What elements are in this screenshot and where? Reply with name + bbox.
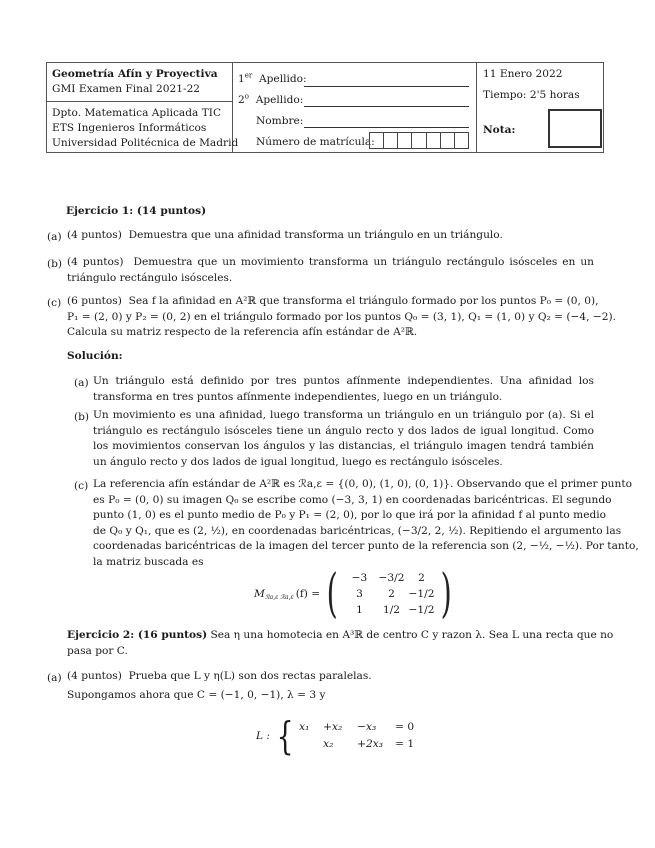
school: ETS Ingenieros Informáticos bbox=[52, 122, 207, 134]
system-cell: +x₂ bbox=[323, 721, 343, 733]
matrix-grid bbox=[342, 571, 436, 618]
university: Universidad Politécnica de Madrid bbox=[52, 137, 239, 149]
id-digit-box[interactable] bbox=[398, 133, 412, 148]
ex2-assumption: Supongamos ahora que C = (−1, 0, −1), λ = 3 y bbox=[67, 689, 326, 701]
solution-title: Solución: bbox=[67, 350, 123, 362]
second-surname-label: 2$^o$ Apellido: bbox=[238, 92, 304, 106]
name-label: Nombre: bbox=[256, 115, 304, 127]
grade-label: Nota: bbox=[483, 124, 516, 136]
exam-date: 11 Enero 2022 bbox=[483, 68, 563, 80]
system-cell: −x₃ bbox=[357, 721, 377, 733]
left-paren: ( bbox=[326, 564, 338, 624]
right-paren: ) bbox=[441, 564, 453, 624]
matrix-cell: 2 bbox=[388, 587, 395, 600]
ex1-part-b: (4 puntos) Demuestra que un movimiento transforma un triángulo rectángulo isósceles en un triángulo rectángulo isósceles. bbox=[67, 256, 594, 284]
matrix-cell: 3 bbox=[356, 587, 363, 600]
system-grid bbox=[299, 720, 425, 752]
name-field[interactable] bbox=[304, 127, 469, 128]
line-system bbox=[256, 714, 425, 758]
matrix-cell: 1 bbox=[356, 603, 363, 616]
matrix-subscript: ℛa,ε ℛa,ε bbox=[264, 594, 294, 601]
student-id-label: Número de matrícula: bbox=[256, 136, 375, 148]
system-cell bbox=[299, 737, 323, 752]
matrix-cell: 2 bbox=[418, 571, 425, 584]
sol-a-label: (a) bbox=[74, 377, 89, 389]
exercise2-intro: Ejercicio 2: (16 puntos) Sea η una homotecia en A³ℝ de centro C y razon λ. Sea L una recta que no pasa por C. bbox=[67, 629, 614, 657]
system-cell: = 1 bbox=[395, 738, 415, 750]
matrix-cell: −1/2 bbox=[408, 587, 435, 600]
first-surname-label: 1er Apellido: bbox=[238, 71, 307, 85]
id-digit-box[interactable] bbox=[384, 133, 398, 148]
ex1-part-c-label: (c) bbox=[47, 297, 62, 309]
sol-c-text: La referencia afín estándar de A²ℝ es ℛa,ε = {(0, 0), (1, 0), (0, 1)}. Observando que el primer punto es P₀ = (0, 0) su imagen Q₀ se escribe como (−3, 3, 1) en coordenadas baricéntricas. El segundo punto (1, 0) es el punto medio de P₀ y P₁ = (2, 0), por lo que irá por la afinidad f al punto medio de Q₀ y Q₁, que es (2, ½), en coordenadas baricéntricas, (−3/2, 2, ½). Repitiendo el argumento las coordenadas baricéntricas de la imagen del tercer punto de la referencia son (2, −½, −½). Por tanto, la matriz buscada es bbox=[93, 478, 639, 568]
second-surname-field[interactable] bbox=[304, 106, 469, 107]
exam-name: GMI Examen Final 2021-22 bbox=[52, 83, 201, 95]
ex2-part-a-label: (a) bbox=[47, 672, 62, 684]
matrix-arg: (f) = bbox=[295, 588, 321, 600]
sol-b-text: Un movimiento es una afinidad, luego transforma un triángulo en un triángulo por (a). Si el triángulo es rectángulo isósceles tiene un ángulo recto y dos lados de igual longitud. Como los movimientos conservan los ángulos y las distancias, el triángulo imagen tendrá también un ángulo recto y dos lados de igual longitud, luego es rectángulo isósceles. bbox=[93, 409, 594, 468]
system-cell: = 0 bbox=[395, 721, 415, 733]
department: Dpto. Matematica Aplicada TIC bbox=[52, 107, 222, 119]
exercise2-title: Ejercicio 2: (16 puntos) bbox=[67, 629, 208, 641]
course-title: Geometría Afín y Proyectiva bbox=[52, 68, 218, 80]
system-cell: x₂ bbox=[323, 738, 334, 750]
matrix-cell: 1/2 bbox=[382, 603, 401, 616]
ex1-part-a-label: (a) bbox=[47, 231, 62, 243]
id-digit-box[interactable] bbox=[441, 133, 455, 148]
matrix-symbol: M bbox=[254, 588, 265, 600]
sol-b-label: (b) bbox=[74, 411, 90, 423]
ex1-part-b-label: (b) bbox=[47, 258, 63, 270]
divider bbox=[476, 63, 477, 152]
left-brace: { bbox=[276, 714, 294, 758]
system-lhs: L : bbox=[256, 730, 270, 742]
matrix-cell: −1/2 bbox=[408, 603, 435, 616]
system-cell: +2x₃ bbox=[357, 738, 384, 750]
ex2-part-a: (4 puntos) Prueba que L y η(L) son dos rectas paralelas. bbox=[67, 670, 372, 682]
ex1-part-c: (6 puntos) Sea f la afinidad en A²ℝ que transforma el triángulo formado por los puntos P₀ = (0, 0), P₁ = (2, 0) y P₂ = (0, 2) en el triángulo formado por los puntos Q₀ = (3, 1), Q₁ = (1, 0) y Q₂ = (−4, −2). Calcula su matriz respecto de la referencia afín estándar de A²ℝ. bbox=[67, 295, 617, 339]
ex1-part-a: (4 puntos) Demuestra que una afinidad transforma un triángulo en un triángulo. bbox=[67, 229, 503, 241]
exam-header bbox=[46, 62, 604, 153]
sol-c-label: (c) bbox=[74, 480, 89, 492]
first-surname-field[interactable] bbox=[304, 86, 469, 87]
grade-box bbox=[548, 109, 602, 148]
exercise1-title: Ejercicio 1: (14 puntos) bbox=[66, 205, 207, 217]
student-id-boxes[interactable] bbox=[369, 132, 469, 149]
divider bbox=[47, 101, 232, 102]
id-digit-box[interactable] bbox=[455, 133, 468, 148]
matrix-cell: −3 bbox=[351, 571, 368, 584]
matrix-cell: −3/2 bbox=[378, 571, 405, 584]
id-digit-box[interactable] bbox=[427, 133, 441, 148]
sol-a-text: Un triángulo está definido por tres puntos afínmente independientes. Una afinidad los transforma en tres puntos afínmente independientes, luego en un triángulo. bbox=[93, 375, 594, 403]
exam-duration: Tiempo: 2'5 horas bbox=[483, 89, 580, 101]
matrix-equation bbox=[254, 564, 457, 624]
id-digit-box[interactable] bbox=[412, 133, 426, 148]
id-digit-box[interactable] bbox=[370, 133, 384, 148]
system-cell: x₁ bbox=[299, 721, 310, 733]
